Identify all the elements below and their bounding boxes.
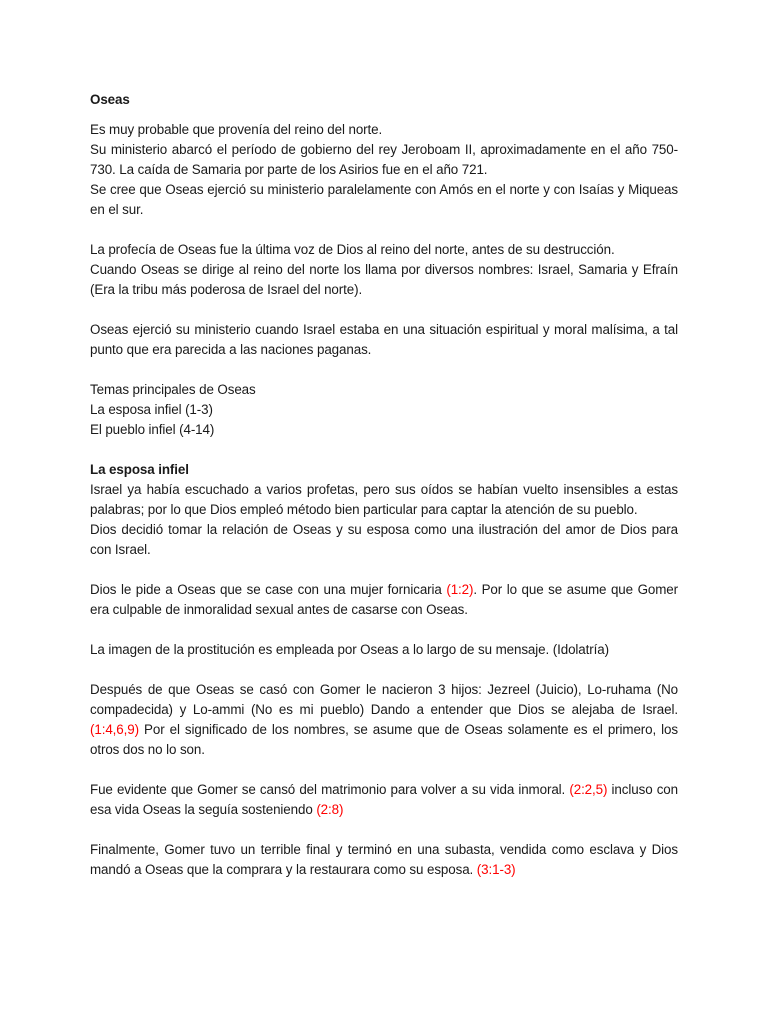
section-line-2: Dios decidió tomar la relación de Oseas y su esposa como una ilustración del amor de Dios para con Israel. — [90, 522, 678, 557]
paragraph-text: Dios le pide a Oseas que se case con una mujer fornicaria — [90, 582, 447, 597]
themes-list — [90, 380, 678, 440]
intro-line-3: Se cree que Oseas ejerció su ministerio paralelamente con Amós en el norte y con Isaías y Miqueas en el sur. — [90, 182, 678, 217]
intro-paragraph — [90, 120, 678, 220]
fornicaria-paragraph — [90, 580, 678, 620]
section-esposa-infiel — [90, 460, 678, 560]
section-line-1: Israel ya había escuchado a varios profetas, pero sus oídos se habían vuelto insensibles a estas palabras; por lo que Dios empleó método bien particular para captar la atención de su pueblo. — [90, 482, 678, 517]
scripture-reference: (2:2,5) — [569, 782, 608, 797]
document-body — [90, 90, 678, 880]
theme-item: La esposa infiel (1-3) — [90, 402, 213, 417]
intro-line-2: Su ministerio abarcó el período de gobierno del rey Jeroboam II, aproximadamente en el año 750-730. La caída de Samaria por parte de los Asirios fue en el año 721. — [90, 142, 678, 177]
scripture-reference: (1:4,6,9) — [90, 722, 139, 737]
intro-line-1: Es muy probable que provenía del reino del norte. — [90, 122, 383, 137]
prophecy-paragraph — [90, 240, 678, 300]
paragraph-text: Finalmente, Gomer tuvo un terrible final y terminó en una subasta, vendida como esclava y Dios mandó a Oseas que la comprara y la restaurara como su esposa. — [90, 842, 678, 877]
themes-heading: Temas principales de Oseas — [90, 382, 256, 397]
scripture-reference: (3:1-3) — [476, 862, 516, 877]
scripture-reference: (2:8) — [316, 802, 344, 817]
scripture-reference: (1:2) — [446, 582, 474, 597]
prophecy-line-2: Cuando Oseas se dirige al reino del norte los llama por diversos nombres: Israel, Samaria y Efraín (Era la tribu más poderosa de Israel del norte). — [90, 262, 678, 297]
paragraph-text: incluso con esa vida Oseas la seguía sosteniendo — [90, 782, 679, 817]
prophecy-line-1: La profecía de Oseas fue la última voz de Dios al reino del norte, antes de su destrucción. — [90, 242, 615, 257]
prostitucion-paragraph: La imagen de la prostitución es empleada por Oseas a lo largo de su mensaje. (Idolatría) — [90, 642, 609, 657]
theme-item: El pueblo infiel (4-14) — [90, 422, 215, 437]
paragraph-text: Fue evidente que Gomer se cansó del matrimonio para volver a su vida inmoral. — [90, 782, 570, 797]
context-paragraph: Oseas ejerció su ministerio cuando Israel estaba en una situación espiritual y moral malísima, a tal punto que era parecida a las naciones paganas. — [90, 322, 678, 357]
section-title: La esposa infiel — [90, 462, 189, 477]
gomer-paragraph — [90, 780, 678, 820]
document-title: Oseas — [90, 92, 130, 107]
paragraph-text: Después de que Oseas se casó con Gomer le nacieron 3 hijos: Jezreel (Juicio), Lo-ruhama (No compadecida) y Lo-ammi (No es mi pueblo) Dando a entender que Dios se alejaba de Israel. — [90, 682, 678, 717]
hijos-paragraph — [90, 680, 678, 760]
paragraph-text: . Por lo que se asume que Gomer era culpable de inmoralidad sexual antes de casarse con Oseas. — [90, 582, 678, 617]
final-paragraph — [90, 840, 678, 880]
paragraph-text: Por el significado de los nombres, se asume que de Oseas solamente es el primero, los otros dos no lo son. — [90, 722, 678, 757]
